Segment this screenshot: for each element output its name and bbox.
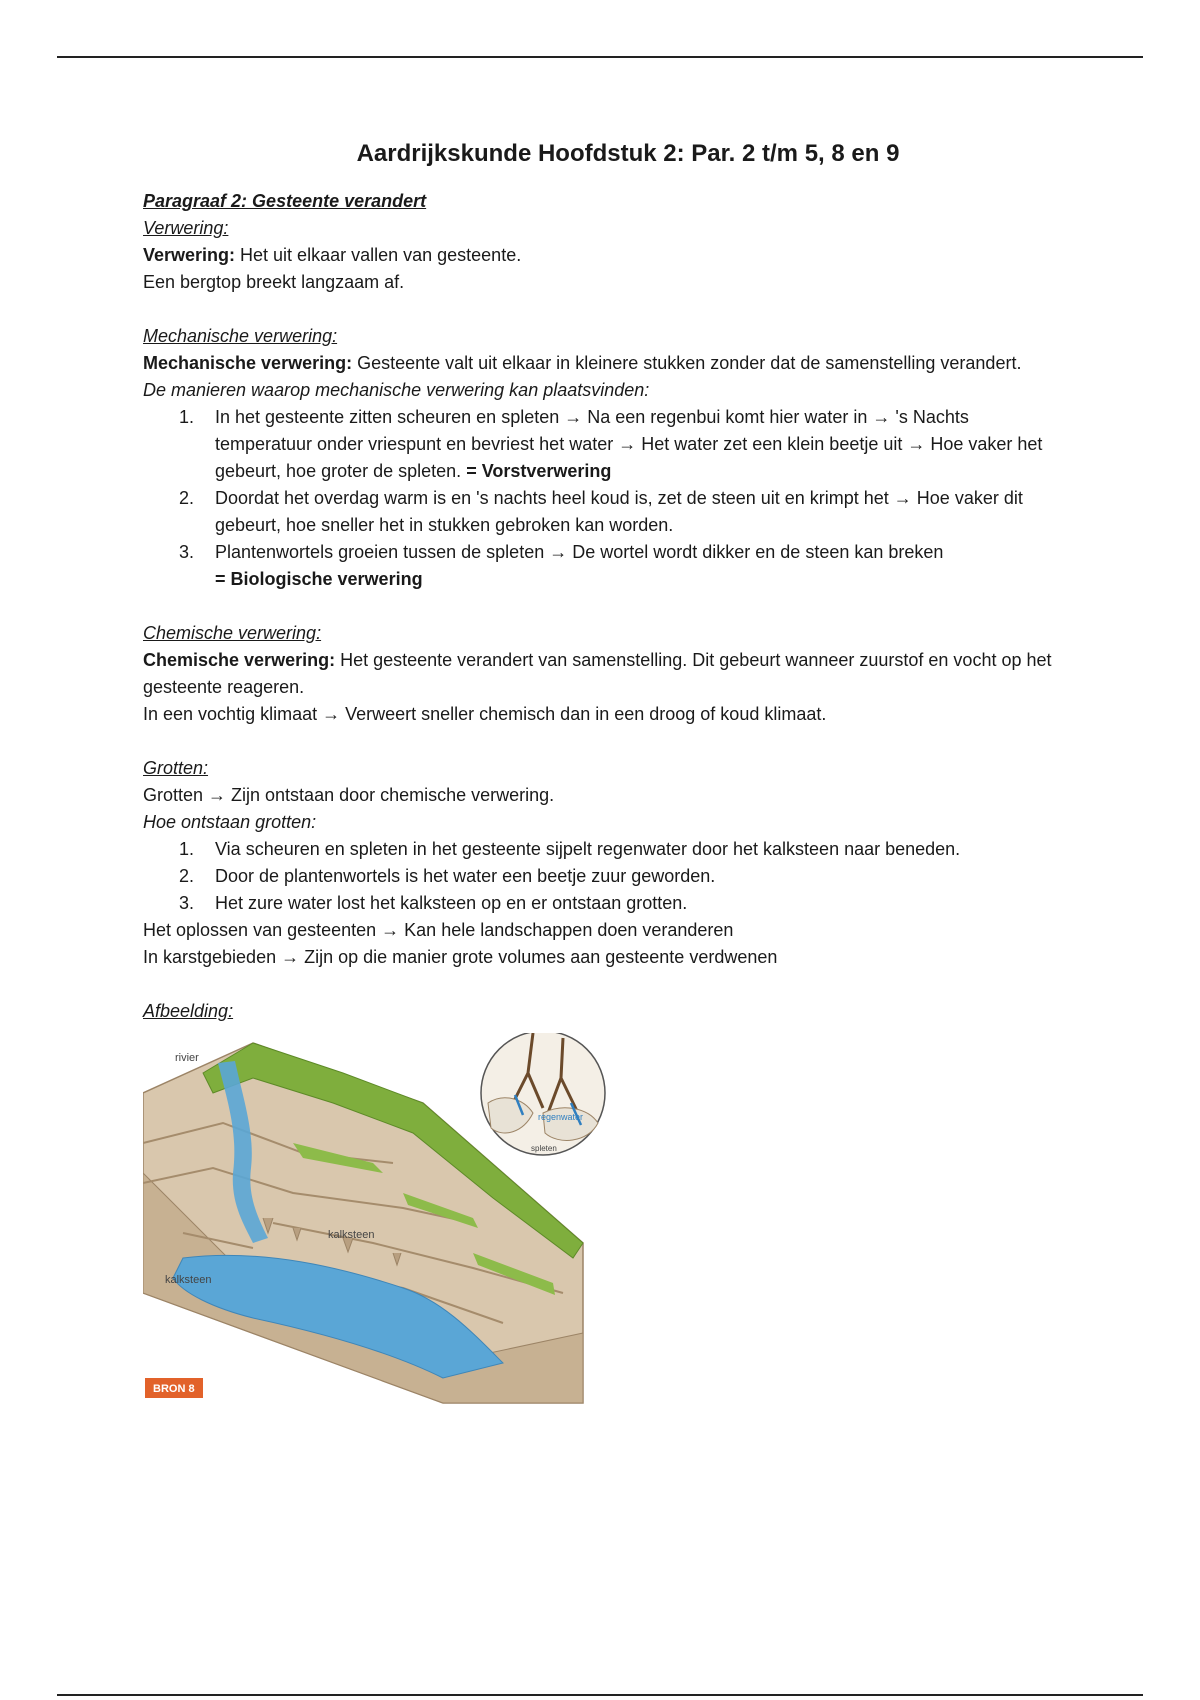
section-heading-paragraaf-2: Paragraaf 2: Gesteente verandert [143, 191, 427, 211]
karst-illustration-svg [143, 1033, 613, 1413]
subheading-grotten: Grotten: [143, 758, 209, 778]
list-intro: De manieren waarop mechanische verwering kan plaatsvinden: [143, 380, 650, 400]
term-chemische-verwering: Chemische verwering: [143, 650, 336, 670]
subheading-afbeelding: Afbeelding: [143, 1001, 234, 1021]
term-mechanische-verwering: Mechanische verwering: [143, 353, 353, 373]
subheading-chemische-verwering: Chemische verwering: [143, 623, 322, 643]
label-limestone-low: kalksteen [165, 1274, 212, 1286]
definition-chemische-verwering: Chemische verwering: Het gesteente verandert van samenstelling. Dit gebeurt wanneer zuurstof en vocht op het gesteente reageren. [143, 650, 1052, 697]
text-line: In een vochtig klimaat → Verweert sneller chemisch dan in een droog of koud klimaat. [143, 704, 827, 724]
list-item: 2. Door de plantenwortels is het water een beetje zuur geworden. [179, 866, 716, 886]
definition-mechanische-verwering: Mechanische verwering: Gesteente valt uit elkaar in kleinere stukken zonder dat de samenstelling verandert. [143, 353, 1022, 373]
header-rule [57, 56, 1143, 58]
text-line: In karstgebieden → Zijn op die manier grote volumes aan gesteente verdwenen [143, 947, 778, 967]
list-item: 3. Het zure water lost het kalksteen op en er ontstaan grotten. [179, 893, 688, 913]
definition-verwering: Verwering: Het uit elkaar vallen van gesteente. [143, 245, 522, 265]
subheading-mechanische-verwering: Mechanische verwering: [143, 326, 338, 346]
label-river: rivier [175, 1052, 199, 1064]
text-line: Een bergtop breekt langzaam af. [143, 272, 405, 292]
document-page [143, 140, 1063, 1413]
list-item: 2. Doordat het overdag warm is en 's nachts heel koud is, zet de steen uit en krimpt het → Hoe vaker dit gebeurt, hoe sneller het in stukken gebroken kan worden. [179, 488, 1023, 535]
list-intro: Hoe ontstaan grotten: [143, 812, 317, 832]
label-limestone-mid: kalksteen [328, 1229, 375, 1241]
subheading-verwering: Verwering: [143, 218, 229, 238]
label-rainwater: regenwater [538, 1112, 584, 1122]
inset-circle [481, 1033, 605, 1155]
footer-rule [57, 1694, 1143, 1696]
term-verwering: Verwering: [143, 245, 236, 265]
text-line: Het oplossen van gesteenten → Kan hele landschappen doen veranderen [143, 920, 734, 940]
grotten-list [143, 836, 1063, 917]
list-item: 1. Via scheuren en spleten in het gesteente sijpelt regenwater door het kalksteen naar beneden. [179, 839, 961, 859]
document-title: Aardrijkskunde Hoofdstuk 2: Par. 2 t/m 5, 8 en 9 [356, 140, 900, 167]
karst-illustration [143, 1033, 613, 1413]
mechanische-list [143, 404, 1063, 593]
list-item: 1. In het gesteente zitten scheuren en spleten → Na een regenbui komt hier water in → 's Nachts temperatuur onder vriespunt en bevriest het water → Het water zet een klein beetje uit → Hoe vaker het gebeurt, hoe groter de spleten. = Vorstverwering [179, 407, 1043, 481]
source-badge-label: BRON 8 [153, 1383, 195, 1395]
list-item: 3. Plantenwortels groeien tussen de spleten → De wortel wordt dikker en de steen kan breken = Biologische verwering [179, 542, 944, 589]
text-line: Grotten → Zijn ontstaan door chemische verwering. [143, 785, 555, 805]
label-crack: spleten [531, 1144, 557, 1153]
